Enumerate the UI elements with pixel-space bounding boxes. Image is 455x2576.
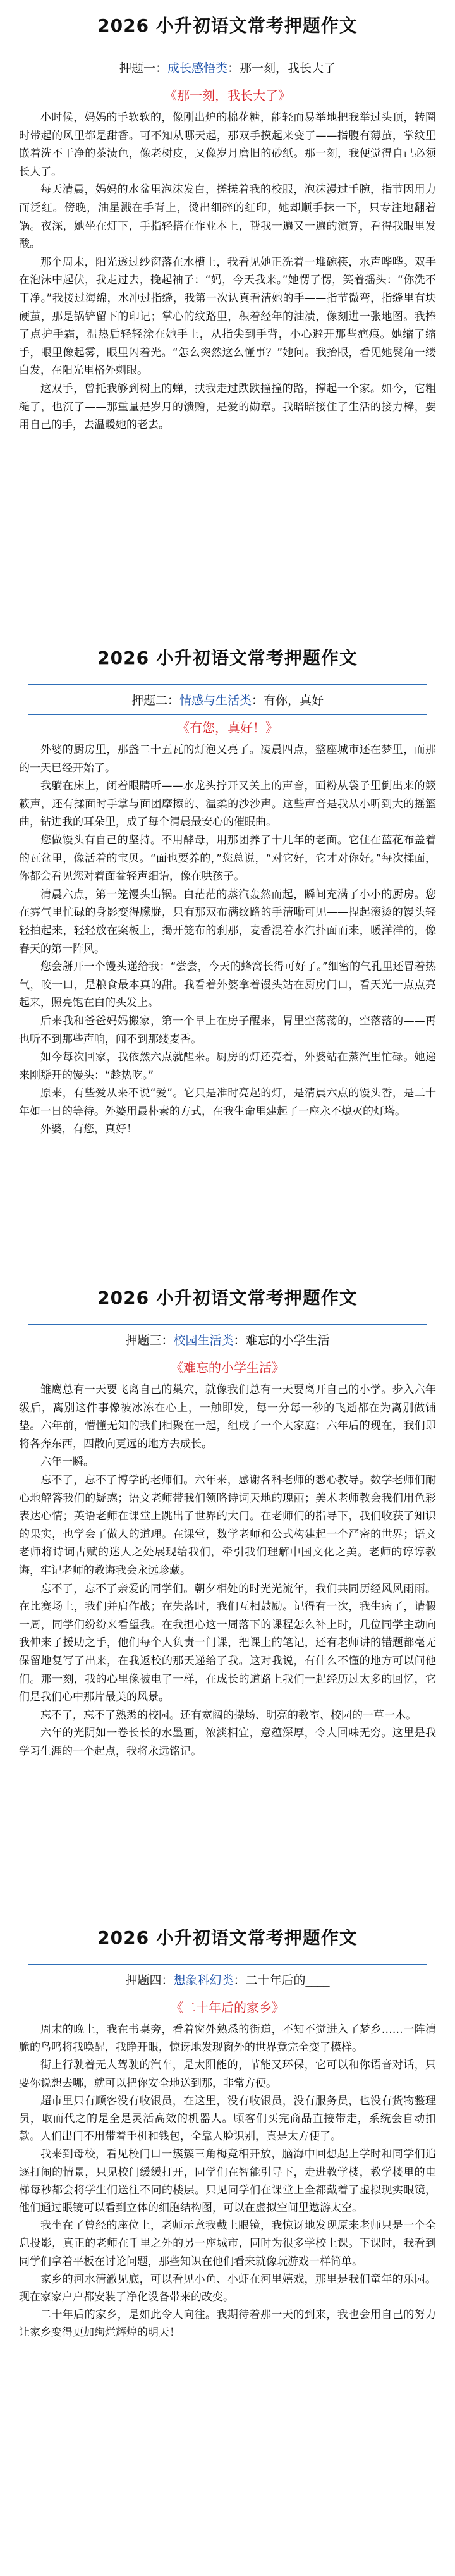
paragraph: 忘不了，忘不了熟悉的校园。还有宽阔的操场、明亮的教室、校园的一草一木。	[40, 1708, 416, 1722]
essay-body	[0, 2021, 455, 2342]
page-title: 2026 小升初语文常考押题作文	[97, 15, 358, 36]
paragraph: 清晨六点，第一笼馒头出锅。白茫茫的蒸汽轰然而起，瞬间充满了小小的厨房。您在雾气里忙碌的身影变得朦胧，只有那双布满纹路的手清晰可见——捏起滚烫的馒头轻轻拍起来，轻轻放在案板上，揭开笼布的刹那，麦香混着水汽扑面而来，暖洋洋的，像春天的第一阵风。	[19, 888, 436, 955]
paragraph: 您会掰开一个馒头递给我：“尝尝，今天的蜂窝长得可好了。”细密的气孔里还冒着热气，咬一口，是粮食最本真的甜。我看着外婆拿着馒头站在厨房门口，看天光一点点亮起来，照亮饱在白的头发上。	[19, 960, 436, 1010]
page-title: 2026 小升初语文常考押题作文	[97, 1287, 358, 1308]
paragraph: 每天清晨，妈妈的水盆里泡沫发白，搓搓着我的校服，泡沫漫过手腕，指节因用力而泛红。傍晚，油星溅在手背上，烫出细碎的红印，她却顺手抹一下，只专注地翻着锅。夜深，她坐在灯下，手指轻搭在作业本上，帮我一遍又一遍的演算，看得我眼里发酸。	[19, 183, 436, 251]
prompt-topic: 想象科幻类	[173, 1973, 234, 1987]
prompt-text: 那一刻，我长大了	[240, 61, 336, 75]
paragraph: 超市里只有顾客没有收银员，在这里，没有收银员，没有服务员，也没有货物整理员，取而代之的是全是灵活高效的机器人。顾客们买完商品直接带走，系统会自动扣款。人们出门不用带着手机和钱包，全靠人脸识别，真是太方便了。	[19, 2094, 436, 2144]
prompt-topic: 校园生活类	[173, 1333, 234, 1347]
essay-title: 《难忘的小学生活》	[171, 1360, 284, 1375]
essay-page-1	[0, 0, 455, 632]
essay-title: 《有您，真好！》	[177, 720, 278, 735]
prompt-box	[28, 1964, 427, 1994]
prompt-sep: ：	[233, 1973, 246, 1987]
paragraph: 我来到母校，看见校门口一簇簇三角梅竞相开放，脑海中回想起上学时和同学们追逐打闹的情景，只见校门缓缓打开，同学们在智能引导下，走进教学楼，教学楼里的电梯每秒都会将学生们送往不同的楼层。只见同学们在课堂上全都戴着了虚拟现实眼镜，他们通过眼镜可以看到立体的细胞结构图，可以在虚拟空间里遨游太空。	[19, 2148, 436, 2215]
paragraph: 忘不了，忘不了亲爱的同学们。朝夕相处的时光光流年，我们共同历经风风雨雨。在比赛场上，我们并肩作战；在失落时，我们互相鼓励。记得有一次，我生病了，请假一周，同学们纷纷来看望我。在我担心这一周落下的课程怎么补上时，几位同学主动向我伸来了援助之手，他们每个人负责一门课，把课上的笔记，还有老师讲的错题都毫无保留地复写了出来，在我返校的那天递给了我。这对我说，有什么不懂的地方可以问他们。那一刻，我的心里像被电了一样，在成长的道路上我们一起经历过太多的回忆，它们是我们心中那片最美的风景。	[19, 1582, 436, 1704]
prompt-topic: 情感与生活类	[179, 693, 252, 708]
prompt-topic: 成长感悟类	[167, 61, 228, 75]
paragraph: 后来我和爸爸妈妈搬家，第一个早上在房子醒来，胃里空荡荡的，空落落的——再也听不到那些声响，闻不到那缕麦香。	[19, 1014, 436, 1046]
prompt-tag: 押题三：	[125, 1333, 174, 1347]
paragraph: 外婆的厨房里，那盏二十五瓦的灯泡又亮了。凌晨四点，整座城市还在梦里，而那的一天已经开始了。	[19, 744, 436, 775]
page-title: 2026 小升初语文常考押题作文	[97, 647, 358, 668]
prompt-sep: ：	[252, 693, 264, 708]
paragraph: 二十年后的家乡，是如此令人向往。我期待着那一天的到来，我也会用自己的努力让家乡变得更加绚烂辉煌的明天！	[19, 2309, 436, 2340]
paragraph: 如今每次回家，我依然六点就醒来。厨房的灯还亮着，外婆站在蒸汽里忙碌。她递来刚掰开的馒头：“趁热吃。”	[19, 1051, 436, 1082]
prompt-tag: 押题一：	[119, 61, 167, 75]
essay-page-3	[0, 1272, 455, 1912]
paragraph: 我躺在床上，闭着眼睛听——水龙头拧开又关上的声音，面粉从袋子里倒出来的簌簌声，还有揉面时手掌与面团摩擦的、温柔的沙沙声。这些声音是我从小听到大的摇篮曲，钻进我的耳朵里，成了每个清晨最安心的催眠曲。	[19, 780, 436, 829]
paragraph: 六年的光阴如一卷长长的水墨画，浓淡相宜，意蕴深厚，令人回味无穷。这里是我学习生涯的一个起点，我将永远铭记。	[19, 1727, 436, 1758]
prompt-sep: ：	[233, 1333, 246, 1347]
essay-title: 《那一刻，我长大了》	[164, 88, 291, 103]
prompt-tag: 押题二：	[131, 693, 179, 708]
prompt-box	[28, 1324, 427, 1354]
paragraph: 六年一瞬。	[40, 1456, 94, 1469]
paragraph: 小时候，妈妈的手软软的，像刚出炉的棉花糖，能轻而易举地把我举过头顶，转圈时带起的风里都是甜香。可不知从哪天起，那双手摸起来变了——指腹有薄茧，掌纹里嵌着洗不干净的茶渍色，像老树皮，又像岁月磨旧的砂纸。那一刻，我便觉得自己必须长大了。	[19, 111, 436, 178]
prompt-box	[28, 52, 427, 82]
paragraph: 我坐在了曾经的座位上，老师示意我戴上眼镜，我惊讶地发现原来老师只是一个全息投影，真正的老师在千里之外的另一座城市，同时为很多学校上课。下课时，我看到同学们拿着平板在讨论问题，那些知识在他们看来就像玩游戏一样简单。	[19, 2219, 436, 2268]
paragraph: 那个周末，阳光透过纱窗落在水槽上，我看见她正洗着一堆碗筷，水声哗哗。双手在泡沫中起伏，我走过去，挽起袖子：“妈，今天我来。”她愣了愣，笑着摇头：“你洗不干净。”我接过海绵，水冲过指缝，我第一次认真看清她的手——指节微弯，指缝里有块硬茧，那是锅铲留下的印记；掌心的纹路里，积着经年的油渍，像刻进一张地图。我捧了点护手霜，温热后轻轻涂在她手上，从指尖到手背，小心避开那些疤痕。她缩了缩手，眼里像起雾，眼里闪着光。“怎么突然这么懂事？”她问。我抬眼，看见她鬓角一缕白发，在阳光里格外刺眼。	[19, 255, 436, 377]
essay-page-4	[0, 1912, 455, 2576]
page-title: 2026 小升初语文常考押题作文	[97, 1927, 358, 1948]
paragraph: 这双手，曾托我够到树上的蝉，扶我走过跌跌撞撞的路，撑起一个家。如今，它粗糙了，也沉了——那重量是岁月的馈赠，是爱的勋章。我暗暗接住了生活的接力棒，要用自己的手，去温暖她的老去。	[19, 382, 436, 432]
paragraph: 原来，有些爱从来不说“爱”。它只是准时亮起的灯，是清晨六点的馒头香，是二十年如一日的等待。外婆用最朴素的方式，在我生命里建起了一座永不熄灭的灯塔。	[19, 1087, 436, 1118]
prompt-box	[28, 684, 427, 715]
essay-body	[0, 1381, 455, 1760]
prompt-sep: ：	[228, 61, 240, 75]
paragraph: 外婆，有您，真好！	[40, 1123, 137, 1136]
prompt-tag: 押题四：	[125, 1973, 174, 1987]
paragraph: 周末的晚上，我在书桌旁，看着窗外熟悉的街道，不知不觉进入了梦乡……一阵清脆的鸟鸣将我唤醒，我睁开眼，惊讶地发现窗外的世界竟完全变了模样。	[19, 2023, 436, 2054]
paragraph: 您做馒头有自己的坚持。不用酵母，用那团养了十几年的老面。它住在蓝花布盖着的瓦盆里，像活着的宝贝。“面也要养的，”您总说，“对它好，它才对你好。”每次揉面，你都会看见您对着面盆轻声细语，像在哄孩子。	[19, 833, 436, 883]
essay-title: 《二十年后的家乡》	[171, 2000, 284, 2015]
paragraph: 家乡的河水清澈见底，可以看见小鱼、小虾在河里嬉戏，那里是我们童年的乐园。现在家家户户都安装了净化设备带来的改变。	[19, 2272, 436, 2304]
prompt-text: 有你，真好	[264, 693, 324, 708]
essay-body	[0, 741, 455, 1139]
prompt-text: 二十年后的____	[245, 1973, 330, 1987]
paragraph: 雏鹰总有一天要飞离自己的巢穴，就像我们总有一天要离开自己的小学。步入六年级后，离别这件事像被冰冻在心上，一触即发，每一分每一秒的飞逝都在为离别做铺垫。六年前，懵懂无知的我们相聚在一起，组成了一个大家庭；六年后的现在，我们即将各奔东西，四散向更远的地方去成长。	[19, 1383, 436, 1451]
paragraph: 街上行驶着无人驾驶的汽车，是太阳能的，节能又环保，它可以和你语音对话，只要你说想去哪，就可以把你安全地送到那，非常方便。	[19, 2059, 436, 2090]
essay-page-2	[0, 632, 455, 1272]
essay-body	[0, 109, 455, 434]
paragraph: 忘不了，忘不了博学的老师们。六年来，感谢各科老师的悉心教导。数学老师们耐心地解答我们的疑惑；语文老师带我们领略诗词天地的瑰丽；美术老师教会我们用色彩表达心情；英语老师在课堂上跳出了世界的大门。在老师们的指导下，我们收获了知识的果实，也学会了做人的道理。在课堂，数学老师和公式构建起一个严密的世界；语文老师将诗词古赋的迷人之处展现给我们，牵引我们理解中国文化之美。老师的谆谆教诲，牢记老师的教诲我会永远珍藏。	[19, 1473, 436, 1577]
prompt-text: 难忘的小学生活	[245, 1333, 330, 1347]
